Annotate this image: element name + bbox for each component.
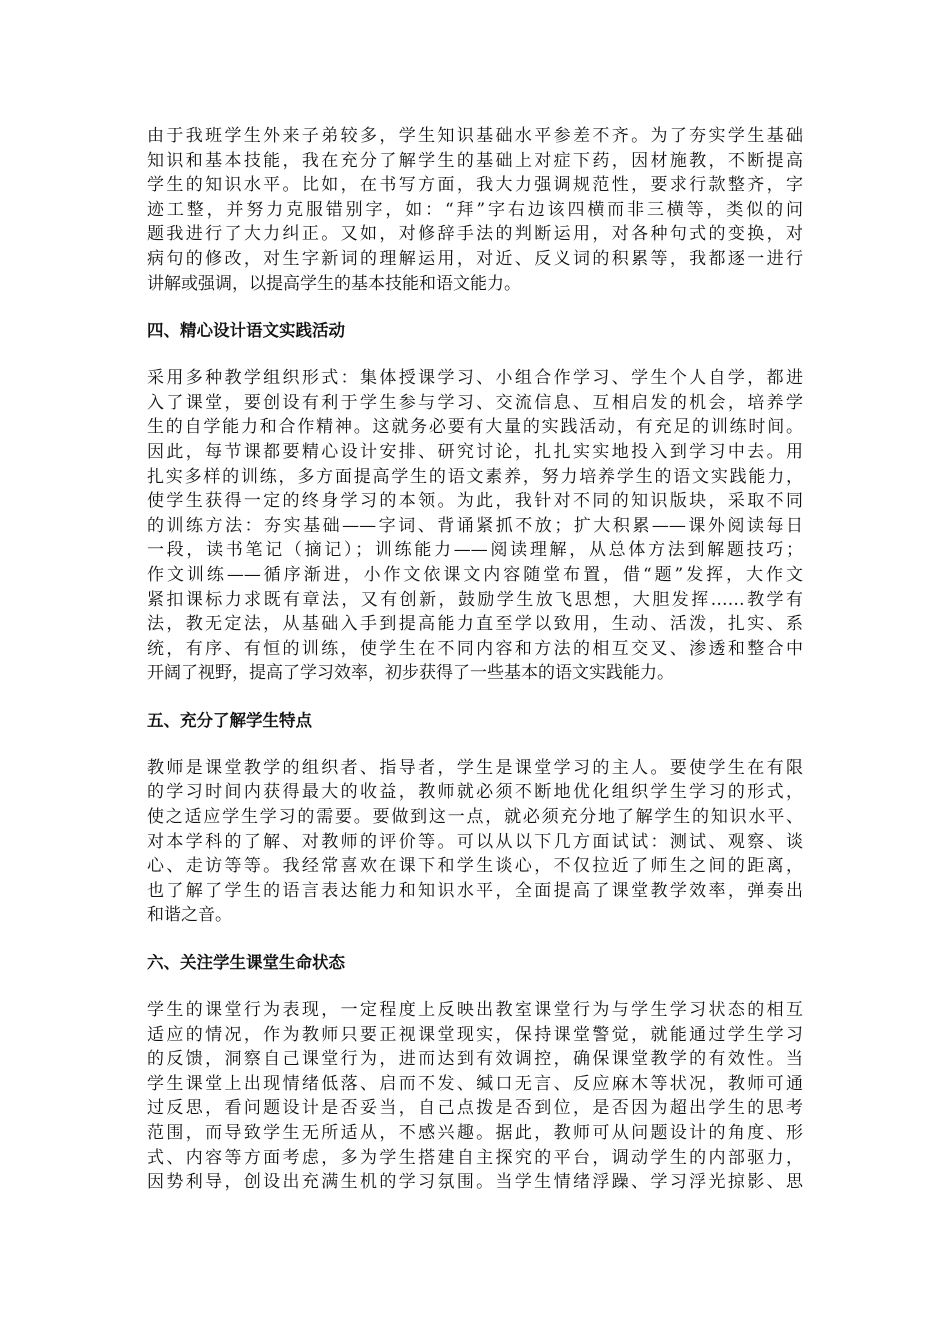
text-line: 一段，读书笔记（摘记）；训练能力——阅读理解，从总体方法到解题技巧； [147, 540, 803, 561]
text-line: 过反思，看问题设计是否妥当，自己点拨是否到位，是否因为超出学生的思考 [147, 1098, 803, 1119]
section-heading-6: 六、关注学生课堂生命状态 [147, 953, 345, 973]
text-line: 法，教无定法，从基础入手到提高能力直至学以致用，生动、活泼，扎实、系 [147, 614, 803, 635]
text-line: 心、走访等等。我经常喜欢在课下和学生谈心，不仅拉近了师生之间的距离， [147, 856, 803, 877]
text-line: 学生课堂上出现情绪低落、启而不发、缄口无言、反应麻木等状况，教师可通 [147, 1073, 803, 1094]
text-line: 教师是课堂教学的组织者、指导者，学生是课堂学习的主人。要使学生在有限 [147, 757, 803, 778]
text-line: 使学生获得一定的终身学习的本领。为此，我针对不同的知识版块，采取不同 [147, 491, 803, 512]
text-line: 迹工整，并努力克服错别字，如：“拜”字右边该四横而非三横等，类似的问 [147, 199, 803, 220]
document-page [147, 124, 803, 1195]
text-line: 式、内容等方面考虑，多为学生搭建自主探究的平台，调动学生的内部驱力， [147, 1147, 803, 1168]
text-line: 扎实多样的训练，多方面提高学生的语文素养，努力培养学生的语文实践能力， [147, 466, 803, 487]
text-line: 讲解或强调，以提高学生的基本技能和语文能力。 [147, 273, 521, 294]
text-line: 病句的修改，对生字新词的理解运用，对近、反义词的积累等，我都逐一进行 [147, 248, 803, 269]
paragraph-section-5 [147, 756, 803, 928]
text-line: 知识和基本技能，我在充分了解学生的基础上对症下药，因材施教，不断提高 [147, 150, 803, 171]
text-line: 作文训练——循序渐进，小作文依课文内容随堂布置，借“题”发挥，大作文 [147, 564, 803, 585]
text-line: 因势利导，创设出充满生机的学习氛围。当学生情绪浮躁、学习浮光掠影、思 [147, 1172, 803, 1193]
text-line: 的反馈，洞察自己课堂行为，进而达到有效调控，确保课堂教学的有效性。当 [147, 1049, 803, 1070]
paragraph-intro [147, 124, 803, 296]
text-line: 统，有序、有恒的训练，使学生在不同内容和方法的相互交叉、渗透和整合中 [147, 638, 803, 659]
text-line: 因此，每节课都要精心设计安排、研究讨论，扎扎实实地投入到学习中去。用 [147, 441, 803, 462]
text-line: 对本学科的了解、对教师的评价等。可以从以下几方面试试：测试、观察、谈 [147, 831, 803, 852]
paragraph-section-6 [147, 998, 803, 1195]
text-line: 采用多种教学组织形式：集体授课学习、小组合作学习、学生个人自学，都进 [147, 368, 803, 389]
text-line: 学生的课堂行为表现，一定程度上反映出教室课堂行为与学生学习状态的相互 [147, 1000, 803, 1021]
text-line: 的训练方法：夯实基础——字词、背诵紧抓不放；扩大积累——课外阅读每日 [147, 515, 803, 536]
text-line: 入了课堂，要创设有利于学生参与学习、交流信息、互相启发的机会，培养学 [147, 392, 803, 413]
text-line: 开阔了视野，提高了学习效率，初步获得了一些基本的语文实践能力。 [147, 663, 674, 684]
text-line: 范围，而导致学生无所适从，不感兴趣。据此，教师可从问题设计的角度、形 [147, 1123, 803, 1143]
text-line: 题我进行了大力纠正。又如，对修辞手法的判断运用，对各种句式的变换，对 [147, 224, 803, 245]
paragraph-section-4 [147, 366, 803, 686]
text-line: 生的自学能力和合作精神。这就务必要有大量的实践活动，有充足的训练时间。 [147, 417, 803, 438]
text-line: 也了解了学生的语言表达能力和知识水平，全面提高了课堂教学效率，弹奏出 [147, 880, 803, 901]
section-heading-5: 五、充分了解学生特点 [147, 710, 312, 730]
text-line: 适应的情况，作为教师只要正视课堂现实，保持课堂警觉，就能通过学生学习 [147, 1024, 803, 1045]
text-line: 的学习时间内获得最大的收益，教师就必须不断地优化组织学生学习的形式， [147, 782, 803, 803]
text-line: 紧扣课标力求既有章法，又有创新，鼓励学生放飞思想，大胆发挥……教学有 [147, 589, 803, 610]
text-line: 和谐之音。 [147, 905, 232, 926]
text-line: 学生的知识水平。比如，在书写方面，我大力强调规范性，要求行款整齐，字 [147, 175, 803, 196]
text-line: 由于我班学生外来子弟较多，学生知识基础水平参差不齐。为了夯实学生基础 [147, 126, 803, 146]
section-heading-4: 四、精心设计语文实践活动 [147, 321, 345, 341]
text-line: 使之适应学生学习的需要。要做到这一点，就必须充分地了解学生的知识水平、 [147, 807, 803, 828]
